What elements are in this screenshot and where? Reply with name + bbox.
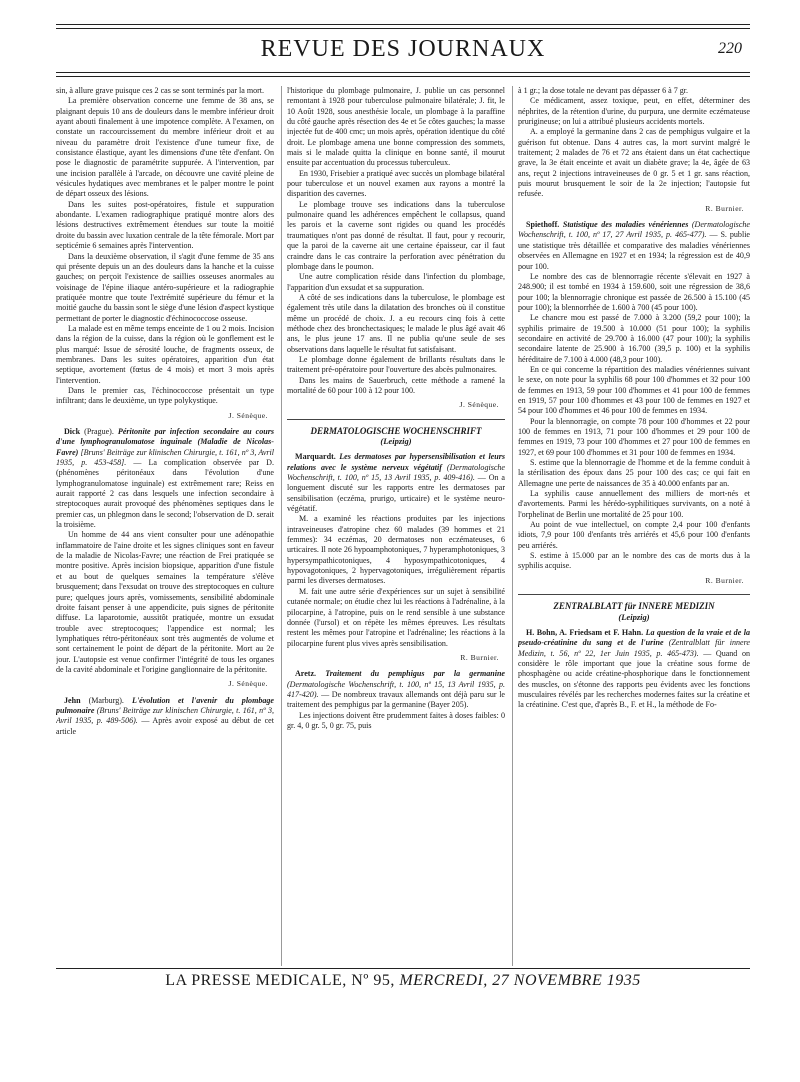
journal-city: (Leipzig) [618,611,650,622]
paragraph: Pour la blennorragie, on compte 78 pour 100 d'hommes et 22 pour 100 de femmes en 1913, 71 pour 100 d'hommes et 29 pour 100 de femmes en 1919, 73 pour 100 d'hommes et 27 pour 100 de femmes en 1927, et 69 pour 100 d'hommes et 31 pour 100 de femmes en 1934. [518,416,750,457]
page-number: 220 [718,40,742,57]
paragraph: Le plombage trouve ses indications dans la tuberculose pulmonaire quand les adhérences empêchent le collapsus, quand les parois et la caverne sont rigides ou quand les procédés traumatiques n'ont pas donné de résultat. Il faut, pour y recourir, que la paroi de la caverne ait une certaine épaisseur, car il faut craindre dans le cas contraire la perforation avec pénétration du plombage dans le poumon. [287,199,505,271]
article-body: — De nombreux travaux allemands ont déjà paru sur le traitement des pemphigus par la germanine (Bayer 205). [287,689,505,710]
paragraph: A. a employé la germanine dans 2 cas de pemphigus vulgaire et la guérison fut obtenue. Dans 4 autres cas, la mort survint malgré le traitement; 2 malades de 76 et 72 ans étaient dans un état cachectique grave, la 3e était enceinte et avait un diabète grave; la 4e, âgée de 63 ans, reçut 2 injections intraveineuses de 0 gr. 5 et 1 gr. sans réaction, puis mourut brusquement le soir de la 2e injection; l'autopsie fut refusée. [518,127,750,199]
header-rule-2 [56,76,750,77]
footer-date: MERCREDI, 27 NOVEMBRE 1935 [399,972,641,989]
article-title: Statistique des maladies vénériennes [562,220,692,230]
article-reference: (Bruns' Beiträge zur klinischen Chirurgie, t. 161, nº 3, Avril 1935, p. 489-506). [56,705,274,726]
top-rule-1 [56,24,750,25]
article-heading [56,696,274,737]
article-body: — Quand on considère le rôle important que joue la créatine sous forme de phosphagène ou acide créatine-phosphorique dans le fonctionnement des muscles, on s'étonne des rapports peu évidents avec les fonctions musculaires révélés par les recherches modernes faites sur la créatine et la créatinine. C'est que, d'après B., F. et H., la méthode de Fo- [518,648,750,710]
paragraph: Un homme de 44 ans vient consulter pour une adénopathie inflammatoire de l'aine droite et les signes cliniques sont en faveur de la maladie de Nicolas-Favre; une réaction de Frei pratiquée se montre positive. Après incision biopsique, apparition d'une fistule et au bout de quelques semaines la température s'élève brusquement; dans l'exsudat on trouve des streptocoques en culture pure; quelques jours après, vomissements, sensibilité abdominale droite faisant penser à une appendicite, puis signes de péritonite diffuse. La laparotomie, aussitôt pratiquée, montre un exsudat trouble avec streptocoques; l'appendice est normal; les lymphatiques rétro-péritonéaux sont très augmentés de volume et sont certainement le point de départ de la péritonite. Mort au 2e jour. L'autopsie est venue confirmer l'intégrité de tous les organes de la cavité abdominale et l'origine ganglionnaire de la péritonite. [56,530,274,674]
paragraph: Dans le premier cas, l'échinococcose présentait un type infiltrant; dans le deuxième, un type polykystique. [56,385,274,406]
article-heading [518,628,750,711]
paragraph: Une autre complication réside dans l'infection du plombage, l'apparition d'un exsudat et sa suppuration. [287,272,505,292]
paragraph: M. a examiné les réactions produites par les injections intraveineuses d'atropine chez 60 malades (39 hommes et 21 femmes): 34 eczémas, 20 dermatoses non eczémateuses, 6 urticaires. Il note 26 hypoamphotoniques, 7 hyperamphotoniques, 3 hypersympathicotoniques, 4 hyposympathicotoniques, 4 hypovagotoniques, 2 hypervagotoniques, irrégulièrement répartis parmi les diverses dermatoses. [287,514,505,586]
article-heading [56,427,274,530]
article-author: Dick [64,427,85,436]
article-place: (Marburg). [88,695,132,705]
paragraph: l'historique du plombage pulmonaire, J. publie un cas personnel remontant à 1928 pour tuberculose pulmonaire bilatérale; J. fit, le 10 Août 1928, sous anesthésie locale, un plombage à la paraffine du côté gauche après résection des 4e et 5e côtes gauches; la masse injectée fut de 400 cmc; un mois après, opération identique du côté droit. Le plombage amena une bonne compression des sommets, mais si le malade quitta la clinique en bonne santé, il mourut ensuite par accentuation du processus tuberculeux. [287,86,505,168]
article-title: Les dermatoses par hypersensibilisation et leurs relations avec le système nerveux végétatif [287,452,505,472]
article-reference: (Dermatologische Wochenschrift, t. 100, nº 17, 27 Avril 1935, p. 465-477). [518,220,750,240]
column-separator-2 [512,86,513,966]
section-divider [287,419,505,420]
journal-heading: DERMATOLOGISCHE WOCHENSCHRIFT [310,425,482,436]
article-body: — La complication observée par D. (phénomènes péritonéaux dans l'évolution d'une lymphogranulomatose inguinale) est extrêmement rare; Reiss en aurait rapporté 2 cas dans lesquels une infection secondaire à streptocoques aurait provoqué des phénomènes septiques dans le premier cas, un phlegmon dans le second; l'observation de D. serait la troisième. [56,458,274,530]
article-heading [287,669,505,710]
article-title: L'évolution et l'avenir du plombage pulmonaire [56,695,274,715]
article-reference: (Zentralblatt für innere Medizin, t. 56, nº 22, 1er Juin 1935, p. 465-473). [518,638,750,658]
paragraph: S. estime à 15.000 par an le nombre des cas de morts dus à la syphilis acquise. [518,551,750,571]
paragraph: Au point de vue intellectuel, on compte 2,4 pour 100 d'enfants idiots, 7,9 pour 100 d'enfants très arriérés et 45,6 pour 100 d'enfants peu arriérés. [518,520,750,550]
author-signature: J. Sénèque. [459,400,499,410]
paragraph: Le nombre des cas de blennorragie récente s'élevait en 1927 à 248.900; il est tombé en 1934 à 159.600, soit une régression de 38,6 pour 100; la blennorragie chronique est passée de 26.500 à 15.100 (45 pour 100); la blennorrhée de 1.600 à 700 (45 pour 100). [518,271,750,312]
paragraph: Les injections doivent être prudemment faites à doses faibles: 0 gr. 4, 0 gr. 5, 0 gr. 75, puis [287,710,505,730]
paragraph: Ce médicament, assez toxique, peut, en effet, déterminer des néphrites, de la rétention d'urine, du purpura, une dermite eczémateuse prurigineuse; on lui a attribué plusieurs accidents mortels. [518,96,750,127]
section-divider [518,594,750,595]
article-reference: (Dermatologische Wochenschrift, t. 100, nº 15, 13 Avril 1935, p. 409-416). [287,462,505,483]
column-1 [56,86,274,966]
author-signature: R. Burnier. [460,652,499,662]
paragraph: sin, à allure grave puisque ces 2 cas se sont terminés par la mort. [56,86,265,95]
article-reference: [Bruns' Beiträge zur klinischen Chirurgie, t. 161, nº 3, Avril 1935, p. 453-458]. [56,447,274,468]
article-author: Aretz. [295,669,326,679]
paragraph: à 1 gr.; la dose totale ne devant pas dépasser 6 à 7 gr. [518,86,689,95]
author-signature: R. Burnier. [705,575,744,585]
column-2 [287,86,505,966]
header-rule-1 [56,72,750,73]
column-separator-1 [281,86,282,966]
paragraph: En ce qui concerne la répartition des maladies vénériennes suivant le sexe, on note pour la syphilis 68 pour 100 d'hommes et 32 pour 100 de femmes en 1913, 59 pour 100 d'hommes et 41 pour 100 de femmes en 1919, 57 pour 100 d'hommes et 43 pour 100 de femmes en 1927 et 54 pour 100 d'hommes et 46 pour 100 de femmes en 1934. [518,364,750,416]
article-author: Jehn [64,695,89,705]
paragraph: La syphilis cause annuellement des milliers de mort-nés et d'avortements. Parmi les hérédo-syphilitiques survivants, on a noté à l'orphelinat de Berlin une mortalité de 25 pour 100. [518,489,750,519]
article-reference: (Dermatologische Wochenschrift, t. 100, nº 15, 13 Avril 1935, p. 417-420). [287,679,505,699]
article-title: La question de la vraie et de la pseudo-créatinine du sang et de l'urine [518,627,750,648]
paragraph: Dans les mains de Sauerbruch, cette méthode a ramené la mortalité de 60 pour 100 à 12 pour 100. [287,375,505,395]
paragraph: S. estime que la blennorragie de l'homme et de la femme conduit à la stérilisation des époux dans 25 pour 100 des cas; ce qui fait en Allemagne une perte de naissances de 35 à 40.000 enfants par an. [518,458,750,488]
author-signature: J. Sénèque. [228,679,268,689]
paragraph: Le plombage donne également de brillants résultats dans le traitement pré-opératoire pour l'ouverture des abcès pulmonaires. [287,354,505,375]
journal-heading: ZENTRALBLATT für INNERE MEDIZIN [553,601,715,612]
article-place: (Prague). [84,427,118,436]
footer-rule [56,968,750,969]
paragraph: La malade est en même temps enceinte de 1 ou 2 mois. Incision dans la région de la cuisse, dans la région où le gonflement est le plus marqué: Issue de sérosité louche, de fragments osseux, de membranes. Dans les suites opératoires, apparition d'un état septique, avortement (fœtus de 4 mois) et mort 3 mois après l'intervention. [56,323,274,385]
paragraph: Le chancre mou est passé de 7.000 à 3.200 (59,2 pour 100); la syphilis primaire de 19.500 à 10.000 (51 pour 100); la syphilis secondaire en activité de 29.700 à 16.000 (47 pour 100); la syphilis secondaire latente de 25.900 à 16.700 (39,5 p. 100) et la syphilis héréditaire de 7.100 à 4.000 (48,3 pour 100). [518,313,750,364]
paragraph: Dans les suites post-opératoires, fistule et suppuration abondante. L'examen radiographique pratiqué montre alors des lésions destructives extrêmement étendues sur toute la moitié droite du bassin avec luxation centrale de la tête fémorale. Mort par septicémie 6 semaines après l'intervention. [56,199,274,251]
journal-city: (Leipzig) [380,436,412,446]
article-author: H. Bohn, A. Friedsam et F. Hahn. [526,627,646,637]
paragraph: Dans la deuxième observation, il s'agit d'une femme de 35 ans qui présente depuis un an des douleurs dans la hanche et la cuisse gauches; on perçoit l'existence de saillies osseuses anormales au voisinage de l'épine iliaque antéro-supérieure et la radiographie pratiquée montre que toute l'extrémité supérieure du fémur et la moitié gauche du bassin sont le siège d'une lésion d'aspect kystique permettant de porter le diagnostic d'échinococcose osseuse. [56,251,274,323]
journal-section-title: REVUE DES JOURNAUX [260,36,546,62]
masthead [56,28,750,78]
paragraph: La première observation concerne une femme de 38 ans, se plaignant depuis 10 ans de douleurs dans le membre inférieur droit ayant abouti finalement à une impotence complète. A l'examen, on constate un raccourcissement du membre inférieur droit et au niveau du paramètre droit l'existence d'une tumeur fixe, de consistance élastique, ayant les dimensions d'une tête d'enfant. On pose le diagnostic de paramétrite suppurée. A l'intervention, par une incision parallèle à l'arcade, on découvre une cavité pleine de vésicules hydatiques avec membranes et le palper montre le point de départ osseux des lésions. [56,96,274,199]
author-signature: R. Burnier. [705,203,744,213]
page-footer [56,972,750,1000]
article-author: Marquardt. [295,452,340,462]
author-signature: J. Sénèque. [228,410,268,420]
paragraph: En 1930, Frisebier a pratiqué avec succès un plombage bilatéral pour tuberculose et un nouvel examen aux rayons a montré la disparition des cavernes. [287,168,505,199]
column-3 [518,86,750,966]
article-title: Traitement du pemphigus par la germanine [325,669,505,679]
article-body: — Après avoir exposé au début de cet article [56,716,274,736]
paragraph: M. fait une autre série d'expériences sur un sujet à sensibilité cutanée normale; on étudie chez lui les réactions à l'adrénaline, à la pilocarpine, à l'atropine, puis on le rend sensible à une substance donnée (l'ursol) et on répète les mêmes épreuves. Les résultats restent les mêmes pour l'atropine et l'adrénaline; les réactions à la pilocarpine furent plus vives après sensibilisation. [287,586,505,648]
footer-publication: LA PRESSE MEDICALE, Nº 95, [165,972,395,989]
article-body: — S. publie une statistique très détaillée et comparative des maladies vénériennes observées en Allemagne en 1927 et en 1934; la régression est de 40,9 pour 100. [518,230,750,271]
article-heading [287,452,505,514]
article-body: — On a longuement discuté sur les rapports entre les dermatoses par sensibilisation (eczéma, prurigo, urticaire) et le système neuro-végétatif. [287,473,505,514]
article-title: Péritonite par infection secondaire au cours d'une lymphogranulomatose inguinale (Maladie de Nicolas-Favre) [56,427,274,457]
article-author: Spiethoff. [526,220,563,230]
paragraph: A côté de ses indications dans la tuberculose, le plombage est également très utile dans la dilatation des bronches où il constitue même un procédé de choix. J. a eu recours cinq fois à cette méthode chez des bronchectasiques; le malade le plus âgé avait 46 ans, le plus jeune 17 ans. Il ne publia qu'une seule de ses observations dans laquelle le résultat fut satisfaisant. [287,292,505,354]
article-heading [518,220,750,272]
